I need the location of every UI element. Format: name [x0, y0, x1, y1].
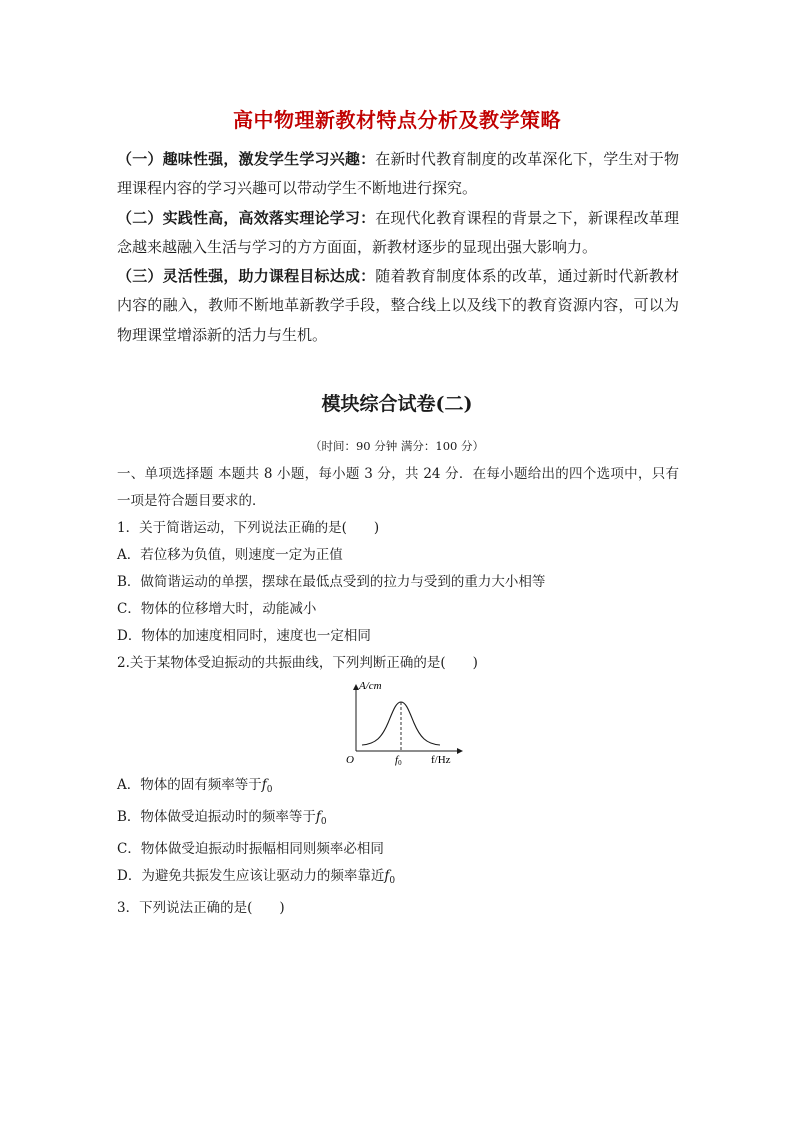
origin-label: O: [346, 754, 354, 766]
question-option: D．物体的加速度相同时，速度也一定相同: [117, 628, 371, 644]
question-option: B．物体做受迫振动时的频率等于$f_0$: [117, 809, 327, 827]
peak-frequency-label: f0: [395, 754, 402, 767]
y-axis-label: A/cm: [359, 680, 382, 692]
intro-lead: （二）实践性高，高效落实理论学习：: [117, 208, 376, 227]
question-option: A．若位移为负值，则速度一定为正值: [117, 547, 343, 563]
x-axis-label: f/Hz: [431, 754, 451, 766]
intro-paragraph: [117, 145, 679, 204]
question-stem: 1．关于简谐运动，下列说法正确的是( ): [117, 520, 380, 536]
question-option: C．物体的位移增大时，动能减小: [117, 601, 317, 617]
intro-text: 在现代化教育课程的背景之下，新课程改革理念越来越融入生活与学习的方方面面，新教材逐步的显现出强大影响力。: [117, 208, 679, 256]
intro-paragraph: [117, 262, 679, 350]
exam-title: 模块综合试卷(二): [321, 393, 473, 415]
question-option: D．为避免共振发生应该让驱动力的频率靠近$f_0$: [117, 868, 396, 886]
intro-paragraph: [117, 204, 679, 263]
intro-text: 在新时代教育制度的改革深化下，学生对于物理课程内容的学习兴趣可以带动学生不断地进行探究。: [117, 150, 679, 198]
intro-lead: （三）灵活性强，助力课程目标达成：: [117, 267, 376, 286]
question-list: [117, 461, 679, 677]
intro-text: 随着教育制度体系的改革，通过新时代新教材内容的融入，教师不断地革新教学手段，整合线上以及线下的教育资源内容，可以为物理课堂增添新的活力与生机。: [117, 267, 679, 344]
intro-lead: （一）趣味性强，激发学生学习兴趣：: [117, 150, 376, 168]
question-option: A．物体的固有频率等于$f_0$: [117, 777, 273, 795]
resonance-curve-figure: [336, 675, 466, 771]
section-heading: 一、单项选择题 本题共 8 小题，每小题 3 分，共 24 分．在每小题给出的四个选项中，只有一项是符合题目要求的．: [117, 466, 679, 509]
intro-section: [117, 145, 679, 350]
question-stem: 2.关于某物体受迫振动的共振曲线，下列判断正确的是( ): [117, 655, 478, 671]
question-option: C．物体做受迫振动时振幅相同则频率必相同: [117, 841, 384, 857]
page-title: 高中物理新教材特点分析及教学策略: [233, 108, 561, 132]
question-stem: 3．下列说法正确的是( ): [117, 900, 285, 916]
resonance-curve-svg: [336, 675, 466, 771]
question-option: B．做简谐运动的单摆，摆球在最低点受到的拉力与受到的重力大小相等: [117, 574, 546, 590]
exam-meta: （时间：90 分钟 满分：100 分）: [309, 439, 485, 453]
question-2-options: [117, 772, 679, 922]
